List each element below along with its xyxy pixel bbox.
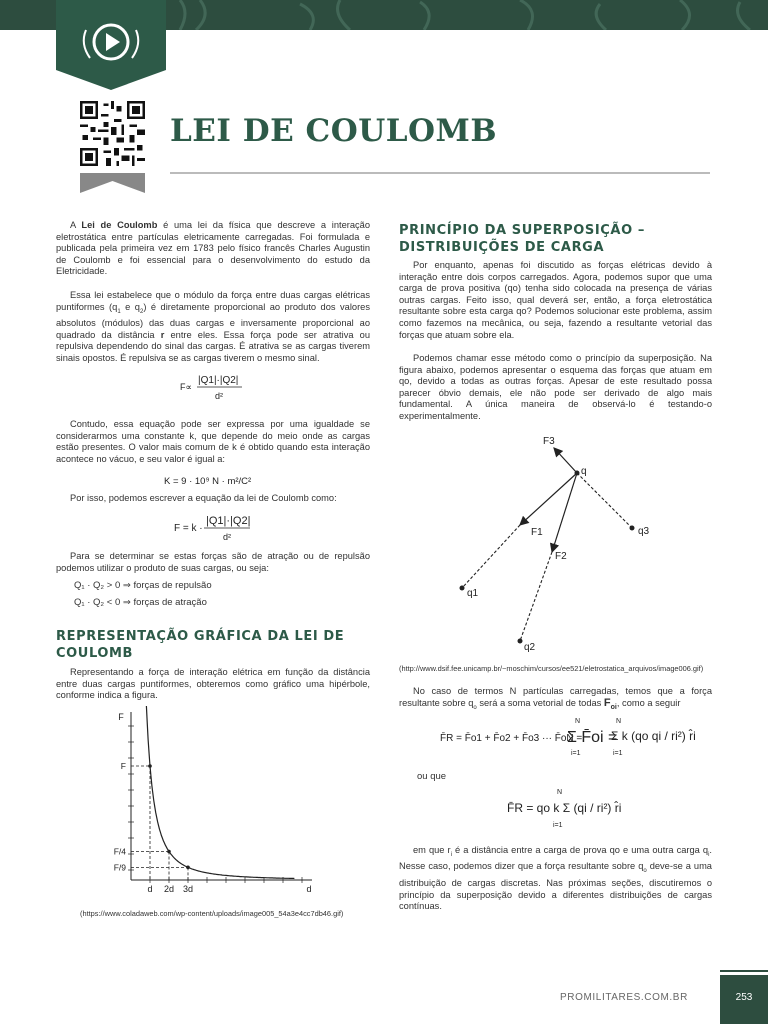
page-number: 253 bbox=[735, 992, 753, 1003]
x-axis-label: d bbox=[306, 884, 312, 894]
data-point-2 bbox=[167, 850, 171, 854]
sum1-symbol: Σ F̄oi = bbox=[567, 729, 618, 746]
sign-paragraph: Para se determinar se estas forças são de atração ou de repulsão podemos utilizar o produto de suas cargas, ou seja: bbox=[56, 551, 370, 573]
line-q2 bbox=[520, 552, 552, 641]
sum2-upper: N bbox=[616, 718, 622, 725]
section-title-superposition: PRINCÍPIO DA SUPERPOSIÇÃO – DISTRIBUIÇÕES DE CARGA bbox=[399, 223, 645, 255]
line-q3 bbox=[577, 473, 632, 528]
graph-caption: (https://www.coladaweb.com/wp-content/uploads/image005_54a3e4cc7db46.gif) bbox=[80, 909, 344, 918]
definition-paragraph: Essa lei estabelece que o módulo da força entre duas cargas elétricas puntiformes ($q_1$ e $q_2$) é diretamente proporcional ao produto dos valores absolutos (módulos) das duas cargas e inversamente proporcional ao quadrado da distância r entre eles. Essa força pode ser atrativa ou repulsiva dependendo do sinal das cargas. É atrativa se as cargas tiverem sinais opostos. É repulsiva se as cargas tiverem o mesmo sinal. bbox=[56, 290, 370, 363]
superposition-paragraph-1: Por enquanto, apenas foi discutido as forças elétricas devido à interação entre dois corpos carregados. Agora, podemos supor que uma carga de prova positiva (qo) tenha sido colocada na presença de várias outras cargas. Feito isso, qual deverá ser, então, a força eletrostática resultante sobre esta carga qo? Podemos solucionar este problema, assim como fazemos na mecânica, ou seja, fazendo a resultante vetorial das forças que atuam sobre ela. bbox=[399, 260, 712, 340]
force-distance-graph bbox=[100, 706, 330, 900]
footer-accent bbox=[720, 970, 768, 972]
constant-paragraph: Contudo, essa equação pode ser expressa por uma igualdade se considerarmos uma constante k, que depende do meio onde as cargas estão presentes. O valor mais comum de k é obtido quando esta interação acontece no vácuo, e seu valor é igual a: bbox=[56, 419, 370, 464]
k-constant: K = 9 · 10⁹ N · m²/C² bbox=[164, 476, 252, 487]
play-badge bbox=[56, 0, 166, 90]
data-point-1 bbox=[148, 764, 152, 768]
svg-text:d²: d² bbox=[223, 532, 232, 542]
line-q1 bbox=[462, 525, 520, 588]
qr-ribbon bbox=[80, 173, 145, 193]
charge-q3 bbox=[630, 526, 635, 531]
force-f3-arrow bbox=[554, 448, 577, 473]
sum3-upper: N bbox=[557, 789, 563, 796]
label-q: q bbox=[581, 466, 587, 477]
data-point-3 bbox=[186, 866, 190, 870]
title-divider bbox=[170, 172, 710, 174]
label-f1: F1 bbox=[531, 527, 543, 538]
repulsion-rule: Q₁ · Q₂ > 0 ⇒ forças de repulsão bbox=[74, 580, 212, 591]
svg-text:|Q1|·|Q2|: |Q1|·|Q2| bbox=[198, 375, 239, 386]
attraction-rule: Q₁ · Q₂ < 0 ⇒ forças de atração bbox=[74, 597, 207, 608]
x-tick-label-1: d bbox=[147, 884, 153, 894]
y-axis-label: F bbox=[118, 712, 124, 722]
svg-text:|Q1|·|Q2|: |Q1|·|Q2| bbox=[206, 515, 251, 527]
diagram-caption: (http://www.dsif.fee.unicamp.br/~moschim/cursos/ee521/eletrostatica_arquivos/image006.gif) bbox=[399, 664, 704, 673]
graph-paragraph: Representando a força de interação elétrica em função da distância entre duas cargas puntiformes, obteremos como gráfico uma hipérbole, conforme indica a figura. bbox=[56, 667, 370, 701]
label-q2: q2 bbox=[524, 642, 536, 653]
or-that: ou que bbox=[417, 771, 447, 782]
intro-paragraph: A Lei de Coulomb é uma lei da física que descreve a interação eletrostática entre partículas eletricamente carregadas. Foi formulada e publicada pela primeira vez em 1783 pelo físico francês Charles Augustin de Coulomb e foi essencial para o desenvolvimento do estudo da Eletricidade. bbox=[56, 220, 370, 277]
sum2-expression: Σ k (qo qi / ri²) r̂i bbox=[611, 729, 696, 743]
proportionality-equation bbox=[178, 370, 248, 404]
x-tick-label-2: 2d bbox=[163, 884, 175, 894]
y-tick-label-2: F/4 bbox=[113, 846, 126, 857]
resultant-equation: F̄R = qo k Σ (qi / ri²) r̂i bbox=[507, 801, 622, 815]
label-q3: q3 bbox=[638, 526, 650, 537]
charge-q2 bbox=[518, 639, 523, 644]
label-f3: F3 bbox=[543, 436, 555, 447]
distance-paragraph: em que $r_i$ é a distância entre a carga de prova qo e uma outra carga $q_i$. Nesse caso, podemos dizer que a força resultante sobre $q_o$ deve-se a uma distribuição de cargas discretas. Nas próximas seções, discutiremos o princípio da superposição devido a diferentes distribuições de cargas contínuas. bbox=[399, 845, 712, 912]
footer-site: PROMILITARES.COM.BR bbox=[560, 992, 688, 1003]
svg-text:d²: d² bbox=[215, 391, 224, 401]
charge-q bbox=[575, 471, 580, 476]
sum3-lower: i=1 bbox=[553, 822, 563, 829]
hyperbola-curve bbox=[142, 706, 295, 879]
sum-equation-left: F̄R = F̄o1 + F̄o2 + F̄o3 ··· F̄oN = bbox=[440, 733, 583, 744]
page-title: LEI DE COULOMB bbox=[170, 113, 498, 149]
label-f2: F2 bbox=[555, 551, 567, 562]
y-tick-label-3: F/9 bbox=[113, 862, 126, 873]
label-q1: q1 bbox=[467, 588, 479, 599]
sum1-upper: N bbox=[575, 718, 581, 725]
coulomb-equation bbox=[170, 510, 260, 544]
qr-code-icon bbox=[80, 101, 145, 166]
x-tick-label-3: 3d bbox=[182, 884, 194, 894]
law-name: Lei de Coulomb bbox=[81, 220, 158, 230]
superposition-diagram bbox=[440, 430, 670, 655]
n-particles-paragraph: No caso de termos N partículas carregadas, temos que a força resultante sobre $q_o$ será a soma vetorial de todas $F_{oi}$, como a seguir bbox=[399, 686, 712, 711]
superposition-paragraph-2: Podemos chamar esse método como o princípio da superposição. Na figura abaixo, podemos apresentar o esquema das forças que atuam em qo, devido a todas as outras forças. Apesar de este resultado possa parecer óbvio demais, ele não pode ser derivado de algo mais fundamental. A única maneira de observá-lo é testando-o experimentalmente. bbox=[399, 353, 712, 421]
charge-q1 bbox=[460, 586, 465, 591]
y-tick-label-1: F bbox=[120, 761, 126, 771]
sum1-lower: i=1 bbox=[571, 750, 581, 757]
section-title-graphic: REPRESENTAÇÃO GRÁFICA DA LEI DE COULOMB bbox=[56, 629, 345, 661]
svg-text:F = k ·: F = k · bbox=[174, 523, 203, 534]
sum2-lower: i=1 bbox=[613, 750, 623, 757]
coulomb-intro: Por isso, podemos escrever a equação da lei de Coulomb como: bbox=[70, 493, 337, 503]
svg-text:F∝: F∝ bbox=[180, 382, 192, 392]
